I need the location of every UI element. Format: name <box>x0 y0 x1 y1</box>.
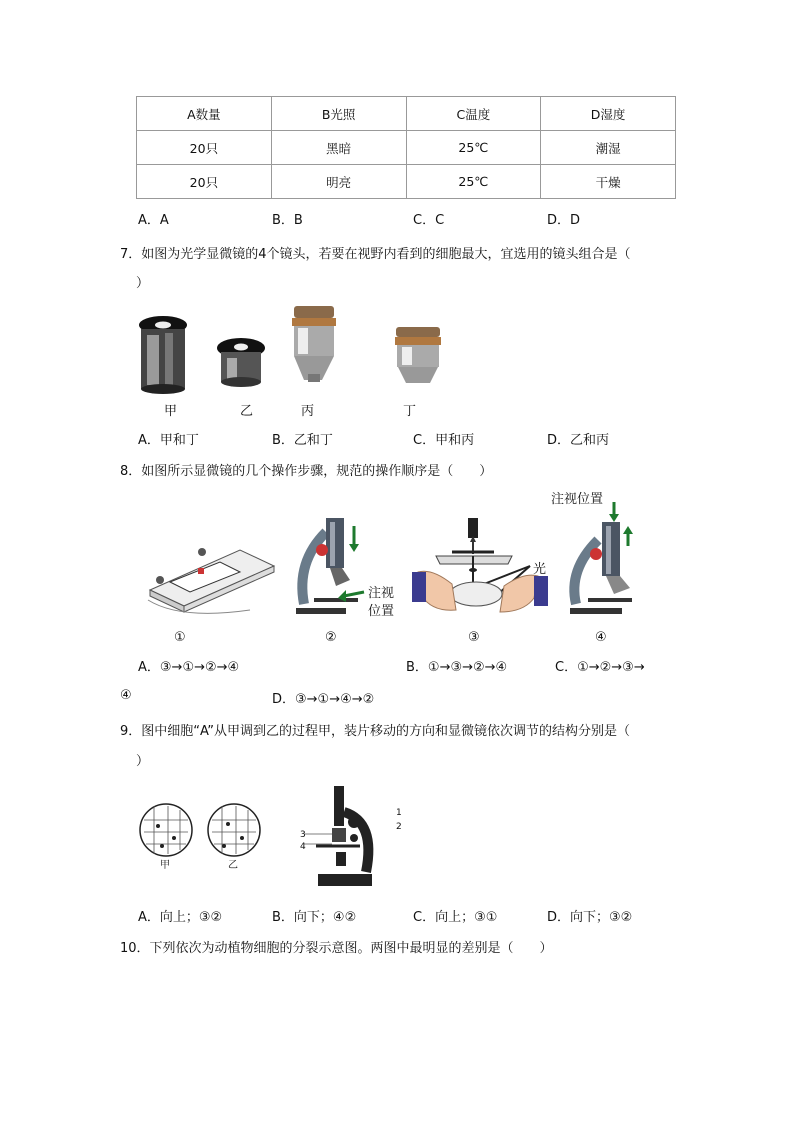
q8-option-b[interactable]: B．①→③→②→④ <box>406 660 508 675</box>
q7-option-a[interactable]: A．甲和丁 <box>138 433 199 448</box>
q8-option-c[interactable]: C．①→②→③→ <box>555 660 645 675</box>
q7-option-c[interactable]: C．甲和丙 <box>413 433 475 448</box>
scope-mark-3: 3 <box>300 830 306 840</box>
q6-option-d[interactable]: D．D <box>547 213 581 228</box>
scope-mark-4: 4 <box>300 842 306 852</box>
table-cell: 25℃ <box>406 165 541 199</box>
question-8-text: 8．如图所示显微镜的几个操作步骤，规范的操作顺序是（ ） <box>120 464 493 479</box>
table-header-cell: D湿度 <box>541 97 676 131</box>
objective-lens-bing-icon <box>282 302 348 386</box>
q6-option-c[interactable]: C．C <box>413 213 445 228</box>
slide-on-stage-icon <box>140 540 278 620</box>
step-label-3: ③ <box>468 630 480 645</box>
step-label-2: ② <box>325 630 337 645</box>
table-header-cell: A数量 <box>137 97 272 131</box>
experiment-table <box>136 96 676 199</box>
table-cell: 干燥 <box>541 165 676 199</box>
lens-label-yi: 乙 <box>240 404 254 419</box>
question-7-close-paren: ） <box>136 276 150 291</box>
observe-label-line1: 注视 <box>368 586 395 601</box>
scope-mark-2: 2 <box>396 822 402 832</box>
objective-lens-ding-icon <box>390 325 446 387</box>
table-cell: 明亮 <box>271 165 406 199</box>
eyepiece-lens-jia-icon <box>135 315 195 395</box>
table-cell: 20只 <box>137 165 272 199</box>
field-label-yi: 乙 <box>228 860 238 871</box>
field-label-jia: 甲 <box>160 860 170 871</box>
lens-label-jia: 甲 <box>164 404 178 419</box>
q6-option-b[interactable]: B．B <box>272 213 303 228</box>
q8-option-c-continued: ④ <box>120 688 132 703</box>
table-cell: 黑暗 <box>271 131 406 165</box>
table-header-cell: C温度 <box>406 97 541 131</box>
microscope-diagram-icon <box>296 782 380 890</box>
q9-option-d[interactable]: D．向下；③② <box>547 910 633 925</box>
q8-option-d[interactable]: D．③→①→④→② <box>272 692 375 707</box>
table-header-row <box>137 97 676 131</box>
question-7-text: 7．如图为光学显微镜的4个镜头，若要在视野内看到的细胞最大，宜选用的镜头组合是（ <box>120 247 631 262</box>
q7-option-d[interactable]: D．乙和丙 <box>547 433 610 448</box>
q9-option-c[interactable]: C．向上；③① <box>413 910 498 925</box>
observe-position-label-top: 注视位置 <box>551 492 604 507</box>
q9-option-a[interactable]: A．向上；③② <box>138 910 223 925</box>
scope-mark-1: 1 <box>396 808 402 818</box>
table-cell: 潮湿 <box>541 131 676 165</box>
q6-option-a[interactable]: A．A <box>138 213 169 228</box>
lens-label-ding: 丁 <box>403 404 417 419</box>
eyepiece-lens-yi-icon <box>215 336 269 388</box>
microscope-lowering-icon <box>296 512 368 624</box>
q7-option-b[interactable]: B．乙和丁 <box>272 433 333 448</box>
field-of-view-cells-icon <box>138 802 262 858</box>
q9-option-b[interactable]: B．向下；④② <box>272 910 357 925</box>
table-row <box>137 165 676 199</box>
lens-label-bing: 丙 <box>301 404 315 419</box>
table-header-cell: B光照 <box>271 97 406 131</box>
table-row <box>137 131 676 165</box>
observe-label-line2: 位置 <box>368 604 395 619</box>
step-label-4: ④ <box>595 630 607 645</box>
mirror-adjusting-hands-icon <box>412 512 548 622</box>
question-9-text: 9．图中细胞“A”从甲调到乙的过程甲，装片移动的方向和显微镜依次调节的结构分别是（ <box>120 724 631 739</box>
question-10-text: 10．下列依次为动植物细胞的分裂示意图。两图中最明显的差别是（ ） <box>120 941 553 956</box>
light-label: 光 <box>533 562 547 577</box>
q8-option-a[interactable]: A．③→①→②→④ <box>138 660 240 675</box>
question-9-close-paren: ） <box>136 754 150 769</box>
step-label-1: ① <box>174 630 186 645</box>
table-cell: 20只 <box>137 131 272 165</box>
microscope-raising-icon <box>568 500 642 624</box>
table-cell: 25℃ <box>406 131 541 165</box>
